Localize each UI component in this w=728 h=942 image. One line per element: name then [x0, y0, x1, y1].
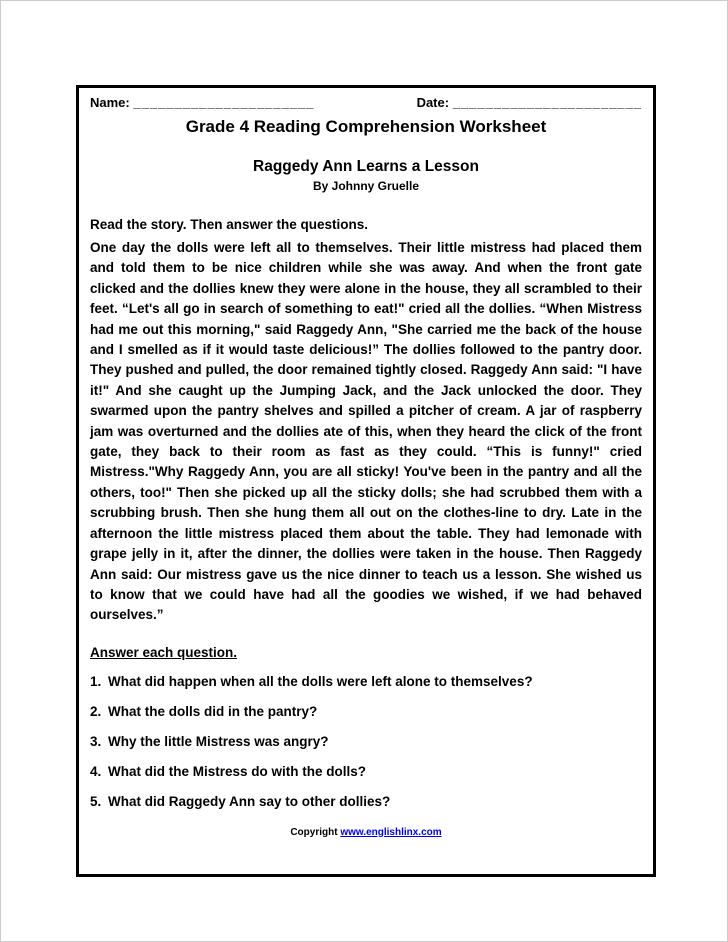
page-border-frame — [76, 85, 656, 877]
question-text: Why the little Mistress was angry? — [108, 733, 329, 749]
question-item — [90, 704, 642, 720]
question-number: 3. — [90, 733, 102, 749]
question-number: 4. — [90, 763, 102, 779]
questions-heading: Answer each question. — [90, 644, 238, 660]
question-list — [90, 674, 642, 810]
footer — [90, 827, 642, 838]
name-date-row — [90, 95, 642, 110]
question-text: What the dolls did in the pantry? — [108, 703, 318, 719]
question-text: What did Raggedy Ann say to other dollies? — [108, 793, 391, 809]
instructions-text: Read the story. Then answer the questions. — [90, 217, 369, 232]
name-blank-line: ______________________ — [133, 95, 315, 110]
date-blank-line: _______________________ — [452, 95, 642, 110]
story-title: Raggedy Ann Learns a Lesson — [253, 158, 479, 175]
question-item — [90, 764, 642, 780]
footer-link[interactable]: www.englishlinx.com — [340, 826, 442, 838]
worksheet-title: Grade 4 Reading Comprehension Worksheet — [185, 117, 547, 136]
name-label: Name: — [90, 95, 130, 110]
question-item — [90, 794, 642, 810]
date-label: Date: — [416, 95, 450, 110]
question-text: What did happen when all the dolls were left alone to themselves? — [108, 673, 533, 689]
question-number: 1. — [90, 673, 102, 689]
question-number: 5. — [90, 793, 102, 809]
story-byline: By Johnny Gruelle — [312, 179, 420, 193]
name-field — [90, 95, 314, 110]
question-number: 2. — [90, 703, 102, 719]
question-item — [90, 674, 642, 690]
copyright-label: Copyright — [290, 826, 338, 838]
question-item — [90, 734, 642, 750]
question-text: What did the Mistress do with the dolls? — [108, 763, 367, 779]
story-text: One day the dolls were left all to themselves. Their little mistress had placed them and told them to be nice children while she was away. And when the front gate clicked and the dollies knew they were alone in the house, they all scrambled to their feet. “Let's all go in search of something to eat!" cried all the dollies. “When Mistress had me out this morning," said Raggedy Ann, "She carried me the back of the house and I smelled as if it would taste delicious!” The dollies followed to the pantry door. They pushed and pulled, the door remained tightly closed. Raggedy Ann said: "I have it!" And she caught up the Jumping Jack, and the Jack unlocked the door. They swarmed upon the pantry shelves and spilled a pitcher of cream. A jar of raspberry jam was overturned and the dollies ate of this, when they heard the click of the front gate, they back to their room as fast as they could. “This is funny!" cried Mistress."Why Raggedy Ann, you are all sticky! You've been in the pantry and all the others, too!" Then she picked up all the sticky dolls; she had scrubbed them with a scrubbing brush. Then she hung them all out on the clothes-line to dry. Late in the afternoon the little mistress placed them about the table. They had lemonade with grape jelly in it, after the dinner, the dollies were taken in the house. Then Raggedy Ann said: Our mistress gave us the nice dinner to teach us a lesson. She wished us to know that we could have had all the goodies we wished, if we had behaved ourselves.” — [90, 240, 642, 623]
date-field — [417, 95, 642, 110]
